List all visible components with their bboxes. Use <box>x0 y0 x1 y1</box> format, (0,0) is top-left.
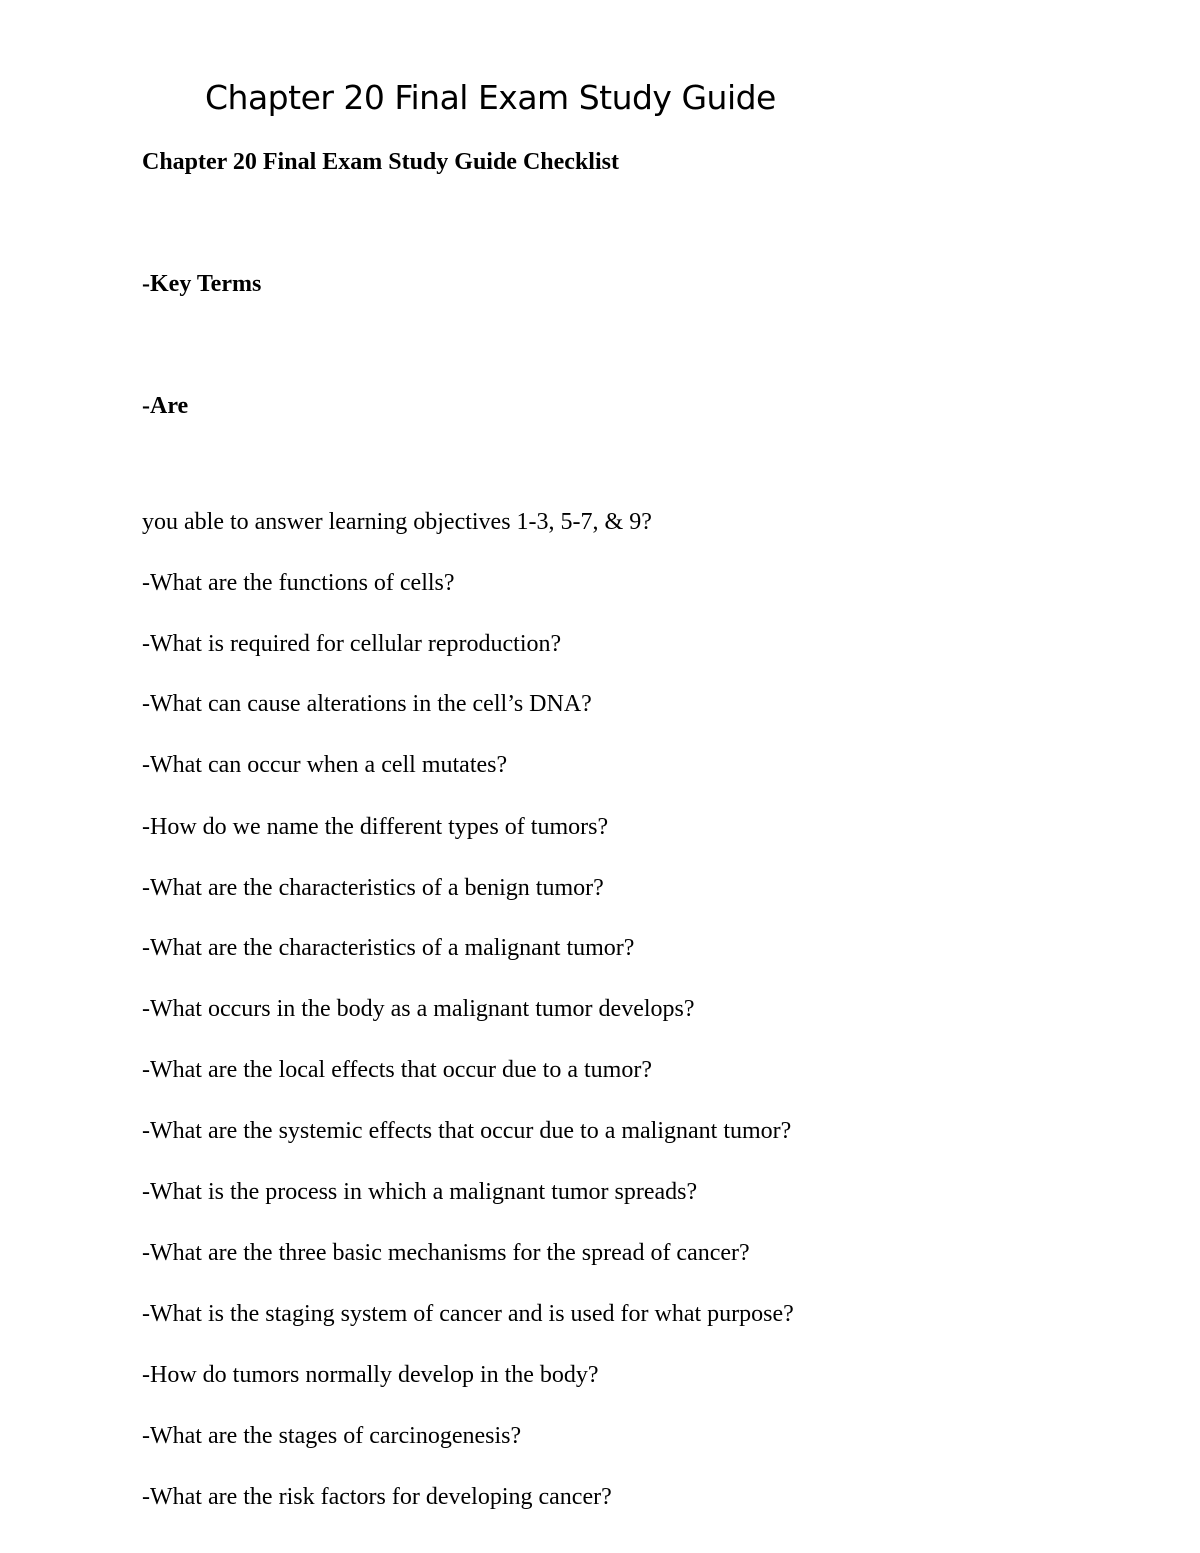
question-item: -What occurs in the body as a malignant tumor develops? <box>142 996 695 1022</box>
question-item: -What is required for cellular reproduction? <box>142 631 562 657</box>
question-item: -What are the characteristics of a malignant tumor? <box>142 935 635 961</box>
question-item: -How do we name the different types of tumors? <box>142 814 609 840</box>
question-item: -What are the functions of cells? <box>142 570 455 596</box>
question-item: -What are the stages of carcinogenesis? <box>142 1423 522 1449</box>
section-are: -Are <box>142 393 189 419</box>
section-key-terms: -Key Terms <box>142 271 262 297</box>
question-item: -What are the risk factors for developing cancer? <box>142 1484 612 1510</box>
question-item: -What are the characteristics of a benign tumor? <box>142 875 604 901</box>
question-item: -What is the process in which a malignant tumor spreads? <box>142 1179 698 1205</box>
question-item: -What are the systemic effects that occur due to a malignant tumor? <box>142 1118 792 1144</box>
question-item: -What are the local effects that occur due to a tumor? <box>142 1057 652 1083</box>
question-item: -How do tumors normally develop in the body? <box>142 1362 599 1388</box>
question-item: -What can cause alterations in the cell’s DNA? <box>142 691 592 717</box>
checklist-heading: Chapter 20 Final Exam Study Guide Checklist <box>142 149 619 175</box>
page-title: Chapter 20 Final Exam Study Guide <box>205 78 776 117</box>
intro-line: you able to answer learning objectives 1-3, 5-7, & 9? <box>142 509 652 535</box>
question-item: -What are the three basic mechanisms for the spread of cancer? <box>142 1240 750 1266</box>
question-item: -What can occur when a cell mutates? <box>142 752 508 778</box>
question-item: -What is the staging system of cancer and is used for what purpose? <box>142 1301 794 1327</box>
